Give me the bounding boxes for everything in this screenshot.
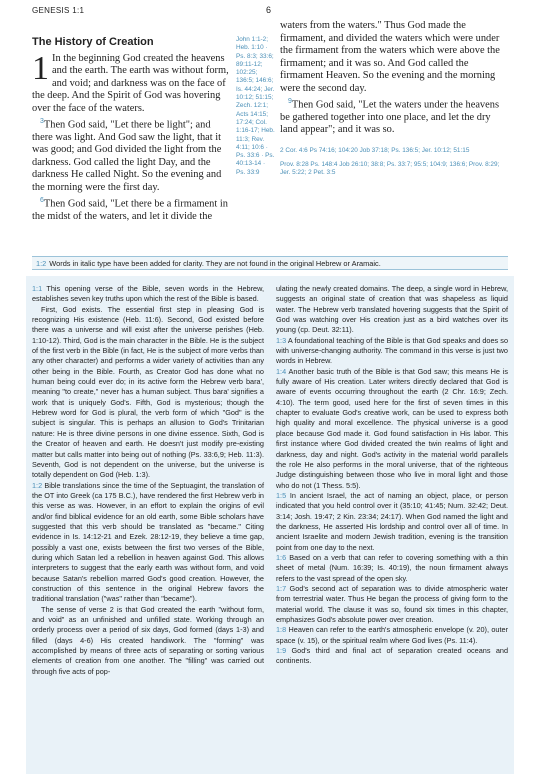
commentary-text: Based on a verb that can refer to covering something with a thin sheet of metal (Num. 16:39; Is. 40:19), the noun firmament always refers to the vast spread of the open sky.	[276, 552, 508, 583]
note-label: 1:2	[36, 259, 47, 268]
commentary-label: 1:5	[276, 490, 287, 500]
commentary-text: God's second act of separation was to divide atmospheric water from terrestrial water. Thus He began the process of giving form to the material world. The clause it was so, found six times in this chapter, emphasizes God's absolute power over creation.	[276, 583, 508, 624]
scripture-paragraph	[280, 96, 505, 137]
commentary-label: 1:3	[276, 335, 287, 345]
commentary-text: Heaven can refer to the earth's atmospheric envelope (v. 20), outer space (v. 15), or the spiritual realm where God lives (Ps. 11:4).	[276, 625, 508, 645]
verse-text: Then God said, "Let the waters under the heavens be gathered together into one place, and let the dry land appear"; and it was so.	[280, 99, 499, 136]
commentary-text: The sense of verse 2 is that God created the earth "without form, and void" as an unfinished and unfilled state. Working through an orderly process over a period of six days, God formed (days 1-3) and filled (days 4-6) His created handiwork. The "forming" was accomplished by means of three acts of separating or sorting various elements of creation from one another. The "filling" was carried out through five acts of pop-	[32, 604, 264, 676]
commentary-label: 1:8	[276, 625, 287, 635]
commentary-label: 1:9	[276, 646, 287, 656]
commentary-label: 1:2	[32, 480, 43, 490]
commentary-paragraph	[276, 625, 508, 646]
cross-references-margin: John 1:1-2; Heb. 1:10 · Ps. 8:3; 33:6; 89:11-12; 102:25; 136:5; 146:6; Is. 44:24; Jer. 10:12; 51:15; Zech. 12:1; Acts 14:15; 17:24; Col. 1:16-17; Heb. 11:3; Rev. 4:11; 10:6 · Ps. 33:6 · Ps. 40:13-14 · Ps. 33:9	[236, 36, 275, 176]
commentary-label: 1:6	[276, 552, 287, 562]
section-heading: The History of Creation	[32, 36, 154, 48]
commentary-paragraph	[32, 284, 264, 305]
scripture-paragraph	[280, 20, 505, 96]
commentary-text: In ancient Israel, the act of naming an object, place, or person indicated that you held control over it (35:10; 41:45; Num. 32:42; Deut. 3:14; Josh. 19:47; 2 Kin. 23:34; 24:17). When God named the light and the darkness, He asserted His lordship and control over all of time. In ancient Israelite and modern Jewish tradition, evening is the transition point from one day to the next.	[276, 490, 508, 552]
scripture-paragraph	[32, 195, 232, 224]
commentary-paragraph	[276, 646, 508, 667]
commentary-text: ulating the newly created domains. The deep, a single word in Hebrew, suggests an original state of creation that was shapeless as liquid water. The Hebrew verb translated hovering suggests that the Spirit of God was watching over His creation just as a bird watches over its young (cp. Deut. 32:11).	[276, 284, 508, 335]
commentary-column-left	[32, 284, 264, 677]
verse-number: 9	[288, 97, 292, 105]
commentary-paragraph	[276, 284, 508, 336]
scripture-column-right	[280, 20, 505, 178]
commentary-text: This opening verse of the Bible, seven words in the Hebrew, establishes seven key truths upon which the rest of the Bible is based.	[32, 284, 264, 304]
commentary-paragraph	[276, 491, 508, 553]
verse-text: Then God said, "Let there be a firmament in the midst of the waters, and let it divide the	[32, 198, 228, 222]
commentary-paragraph	[32, 305, 264, 481]
translation-note	[32, 256, 508, 270]
commentary-label: 1:7	[276, 583, 287, 593]
commentary-text: First, God exists. The essential first step in pleasing God is recognizing His existence (Heb. 11:6). Second, God existed before there was a universe and will exist after the universe perishes (Heb. 1:10-12). Third, God is the main character in the Bible. He is the subject of the first verb in the Bible (in fact, He is the subject of more verbs than any other character) and performs a wider variety of activities than any other being in the Bible. Fourth, as Creator God has done what no human being could ever do; in its active form the Hebrew verb bara', meaning "to create," never has a human subject. Thus bara' signifies a work that is uniquely God's. Fifth, God is mysterious; though the Hebrew word for God is plural, the verb form of which "God" is the subject is singular. This is perhaps an allusion to God's Trinitarian nature: He is three divine persons in one divine essence. Sixth, God is the Creator of heaven and earth. He doesn't just modify pre-existing matter but calls matter into being out of nothing (Ps. 33:6,9; Heb. 11:3). Seventh, God is not dependent on the universe, but the universe is totally dependent on God (Heb. 1:3).	[32, 304, 264, 480]
page-header	[32, 4, 505, 18]
cross-reference-line: Prov. 8:28 Ps. 148:4 Job 26:10; 38:8; Ps. 33:7; 95:5; 104:9; 136:6; Prov. 8:29; Jer. 5:22; 2 Pet. 3:5	[280, 161, 500, 177]
running-head-reference: GENESIS 1:1	[32, 6, 85, 15]
cross-references-bottom	[280, 147, 505, 178]
commentary-paragraph	[276, 336, 508, 367]
verse-text: waters from the waters." Thus God made the firmament, and divided the waters which were under the firmament from the waters which were above the firmament; and it was so. And God called the firmament Heaven. So the evening and the morning were the second day.	[280, 20, 500, 94]
page-number: 6	[265, 5, 271, 15]
commentary-paragraph	[276, 367, 508, 491]
verse-text: In the beginning God created the heavens and the earth. The earth was without form, and void; and darkness was on the face of the deep. And the Spirit of God was hovering over the face of the waters.	[32, 52, 229, 114]
commentary-paragraph	[276, 584, 508, 625]
scripture-column-left	[32, 20, 232, 223]
commentary-label: 1:4	[276, 366, 287, 376]
verse-number: 3	[40, 117, 44, 125]
scripture-paragraph	[32, 116, 232, 195]
commentary-label: 1:1	[32, 284, 43, 293]
scripture-block	[32, 20, 505, 249]
commentary-paragraph	[32, 605, 264, 677]
cross-reference-line: 2 Cor. 4:6 Ps 74:16; 104:20 Job 37:18; Ps. 136:5; Jer. 10:12; 51:15	[280, 146, 470, 154]
scripture-paragraph	[32, 49, 232, 116]
chapter-number: 1	[32, 49, 49, 87]
commentary-paragraph	[276, 553, 508, 584]
commentary-text: Another basic truth of the Bible is that God saw; this means He is fully aware of His creation. Later writers directly declared that God is aware of events occurring throughout the earth (2 Chr. 16:9; Zech. 4:10). The term good, used here for the first of seven times in this chapter to evaluate God's creative work, can be used to express both high quality and moral excellence. The physical universe is a good place because God made it. God found satisfaction in His labor. This first instance where God divided created the twin realms of light and darkness, day and night. God's activity in the material world parallels the role He also performs in the moral universe, that of the righteous Judge distinguishing between those who live in moral light and those who do not (1 Thess. 5:5).	[276, 366, 509, 490]
commentary-panel	[26, 276, 514, 774]
commentary-paragraph	[32, 481, 264, 605]
commentary-text: Bible translations since the time of the Septuagint, the translation of the OT into Greek (ca 175 B.C.), have rendered the first Hebrew verb in this verse as was. However, in an effort to explain the origins of evil and/or find biblical evidence for an old earth, some Bible scholars have suggested that this verb should be translated as "became." Citing evidence in Is. 14:12-21 and Ezek. 28:12-19, they believe a time gap, possibly a vast one, exists between the first two verses of the Bible, during which Satan led a rebellion in heaven against God. This allows interpreters to suggest that the early earth was without form, and void because Satan's rebellion marred God's good creation. However, the construction of this sentence in the original Hebrew favors the traditional translation ("was" rather than "became").	[32, 480, 264, 604]
commentary-column-right	[276, 284, 508, 667]
verse-number: 6	[40, 196, 44, 204]
note-text: Words in italic type have been added for clarity. They are not found in the original Hebrew or Aramaic.	[49, 259, 381, 268]
commentary-text: God's third and final act of separation created oceans and continents.	[276, 646, 509, 666]
verse-text: Then God said, "Let there be light"; and there was light. And God saw the light, that it was good; and God divided the light from the darkness. God called the light Day, and the darkness He called Night. So the evening and the morning were the first day.	[32, 119, 222, 193]
commentary-text: A foundational teaching of the Bible is that God speaks and does so with universe-changing authority. The command in this verse is just two words in Hebrew.	[276, 335, 509, 366]
